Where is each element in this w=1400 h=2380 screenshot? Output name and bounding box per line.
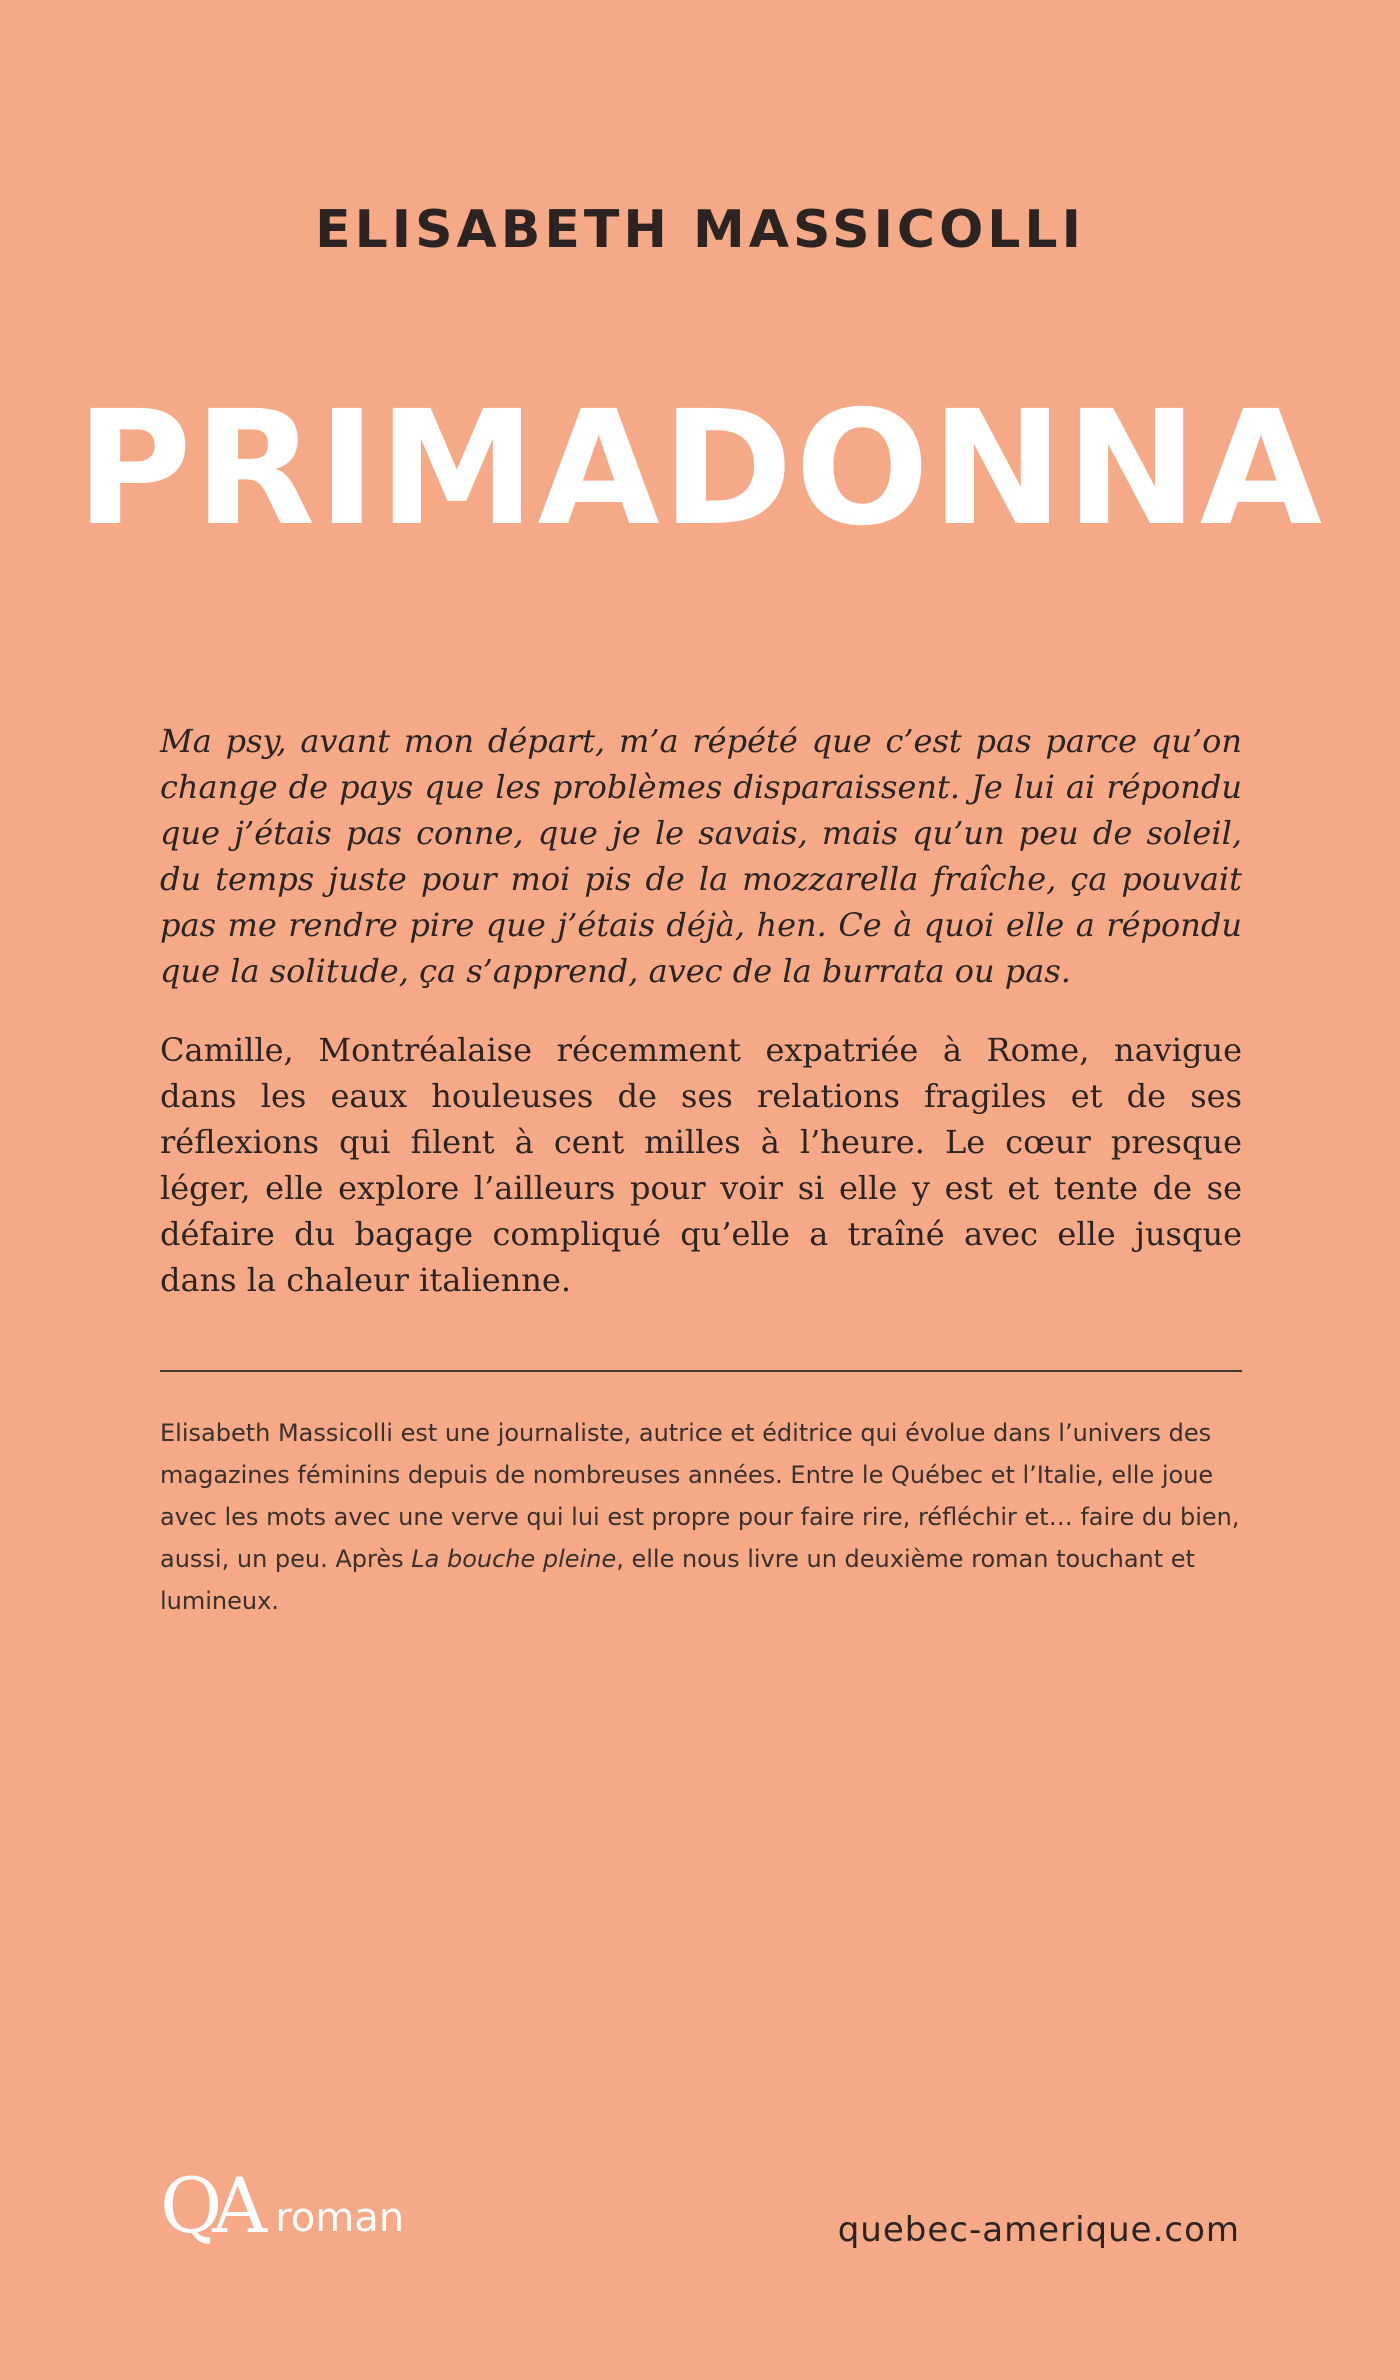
section-divider [160,1370,1242,1372]
synopsis-paragraph: Camille, Montréalaise récemment expatriée à Rome, navigue dans les eaux houleuses de ses relations fragiles et de ses réflexions qui filent à cent milles à l’heure. Le cœur presque léger, elle explore l’ailleurs pour voir si elle y est et tente de se défaire du bagage compliqué qu’elle a traîné avec elle jusque dans la chaleur italienne. [160,1031,1242,1299]
publisher-logo [160,2161,405,2250]
author-bio [160,1412,1242,1622]
author-name: ELISABETH MASSICOLLI [315,200,1085,260]
author-bio-text-end: , elle nous livre un deuxième roman touchant et lumineux. [160,1545,1195,1615]
publisher-website: quebec-amerique.com [837,2210,1240,2250]
previous-book-title: La bouche pleine [411,1545,617,1573]
excerpt-quote: Ma psy, avant mon départ, m’a répété que c’est pas parce qu’on change de pays que les problèmes disparaissent. Je lui ai répondu que j’étais pas conne, que je le savais, mais qu’un peu de soleil, du temps juste pour moi pis de la mozzarella fraîche, ça pouvait pas me rendre pire que j’étais déjà, hen. Ce à quoi elle a répondu que la solitude, ça s’apprend, avec de la burrata ou pas. [160,722,1242,990]
author-bio-text-start: Elisabeth Massicolli est une journaliste, autrice et éditrice qui évolue dans l’univers des magazines féminins depuis de nombreuses années. Entre le Québec et l’Italie, elle joue avec les mots avec une verve qui lui est propre pour faire rire, réfléchir et… faire du bien, aussi, un peu. Après [160,1419,1240,1573]
collection-label: roman [275,2195,405,2241]
book-title: PRIMADONNA [76,377,1324,561]
qa-logo-mark: QA [160,2161,258,2250]
